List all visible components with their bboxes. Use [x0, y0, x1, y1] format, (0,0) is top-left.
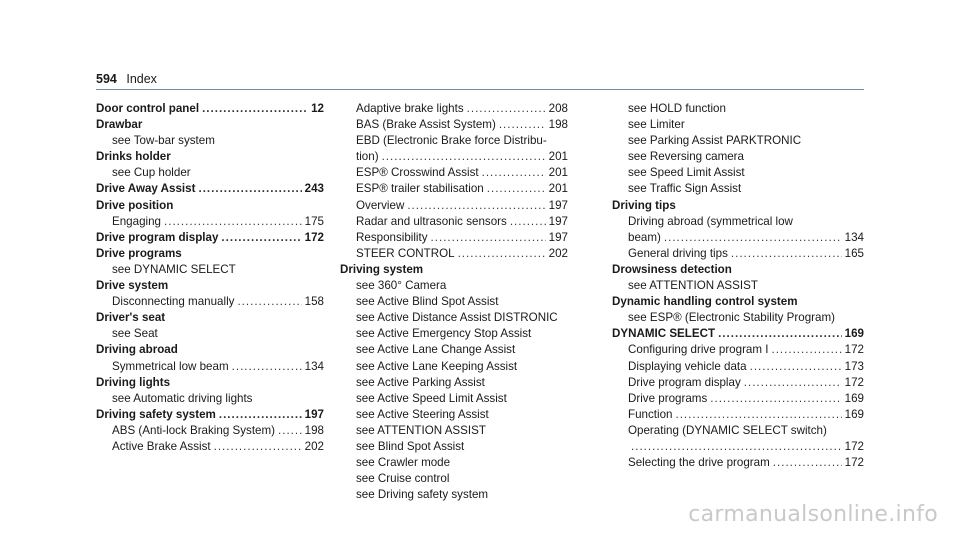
page-reference: 175 — [304, 214, 324, 228]
dot-leader — [718, 326, 842, 342]
index-subentry — [612, 278, 864, 294]
index-subentry — [340, 214, 568, 230]
entry-text: Drive program display — [96, 230, 219, 244]
entry-text: Drowsiness detection — [612, 262, 732, 276]
entry-text: see ATTENTION ASSIST — [628, 279, 758, 293]
index-subentry — [340, 342, 568, 358]
index-subentry — [612, 133, 864, 149]
entry-text: see Active Steering Assist — [356, 407, 489, 421]
index-subentry — [612, 310, 864, 326]
dot-leader — [382, 149, 546, 165]
index-subentry — [612, 359, 864, 375]
dot-leader — [407, 198, 545, 214]
entry-text: see Blind Spot Assist — [356, 439, 465, 453]
index-heading — [96, 117, 324, 133]
index-subentry — [340, 423, 568, 439]
entry-text: EBD (Electronic Brake force Distribu- — [356, 134, 547, 148]
entry-text: DYNAMIC SELECT — [612, 327, 716, 341]
index-subentry — [96, 294, 324, 310]
dot-leader — [631, 439, 842, 455]
dot-leader — [773, 455, 842, 471]
entry-text: ESP® trailer stabilisation — [356, 182, 484, 196]
index-subentry — [612, 214, 864, 230]
page-reference: 169 — [844, 327, 864, 341]
index-subentry — [340, 487, 568, 503]
page-reference: 173 — [844, 359, 864, 373]
entry-text: see Active Blind Spot Assist — [356, 295, 499, 309]
page-reference: 201 — [548, 166, 568, 180]
dot-leader — [221, 230, 301, 246]
index-subentry — [340, 439, 568, 455]
index-subentry — [340, 181, 568, 197]
index-heading — [96, 101, 324, 117]
page-reference: 134 — [304, 359, 324, 373]
page-reference: 158 — [304, 295, 324, 309]
entry-text: see HOLD function — [628, 102, 726, 115]
page-header — [96, 72, 157, 86]
entry-text: Responsibility — [356, 230, 428, 244]
index-subentry — [340, 149, 568, 165]
entry-text: Symmetrical low beam — [112, 359, 229, 373]
dot-leader — [278, 423, 302, 439]
index-subentry — [340, 455, 568, 471]
index-subentry — [340, 294, 568, 310]
dot-leader — [164, 214, 302, 230]
entry-text: see Active Parking Assist — [356, 375, 485, 389]
dot-leader — [499, 117, 546, 133]
index-heading — [96, 181, 324, 197]
index-subentry — [96, 165, 324, 181]
entry-text: Driving tips — [612, 198, 676, 212]
index-heading — [96, 407, 324, 423]
index-column-1 — [96, 101, 324, 455]
dot-leader — [771, 342, 841, 358]
index-subentry — [612, 423, 864, 439]
page-reference: 201 — [548, 182, 568, 196]
index-subentry — [612, 375, 864, 391]
index-subentry — [612, 149, 864, 165]
entry-text: Driving lights — [96, 375, 171, 389]
entry-text: Drawbar — [96, 118, 143, 132]
entry-text: see Seat — [112, 327, 158, 341]
entry-text: tion) — [356, 150, 379, 164]
entry-text: ABS (Anti-lock Braking System) — [112, 423, 276, 437]
dot-leader — [458, 246, 546, 262]
entry-text: Driving abroad (symmetrical low — [628, 214, 793, 228]
index-subentry — [96, 133, 324, 149]
index-subentry — [612, 391, 864, 407]
entry-text: Configuring drive program I — [628, 343, 769, 357]
index-subentry — [96, 423, 324, 439]
entry-text: see Active Speed Limit Assist — [356, 391, 507, 405]
entry-text: Operating (DYNAMIC SELECT switch) — [628, 423, 827, 437]
entry-text: beam) — [628, 230, 661, 244]
entry-text: ESP® Crosswind Assist — [356, 166, 479, 180]
index-subentry — [612, 165, 864, 181]
entry-text: see ESP® (Electronic Stability Program) — [628, 311, 835, 325]
entry-text: Active Brake Assist — [112, 439, 211, 453]
entry-text: Drive Away Assist — [96, 182, 196, 196]
page-reference: 198 — [548, 118, 568, 132]
dot-leader — [214, 439, 302, 455]
entry-text: see Crawler mode — [356, 456, 451, 470]
index-heading — [96, 375, 324, 391]
entry-text: see Reversing camera — [628, 150, 744, 164]
entry-text: see Active Lane Keeping Assist — [356, 359, 518, 373]
page-reference: 169 — [844, 407, 864, 421]
index-subentry — [96, 391, 324, 407]
entry-text: see Tow-bar system — [112, 134, 215, 148]
dot-leader — [202, 101, 308, 117]
dot-leader — [482, 165, 546, 181]
page-reference: 169 — [844, 391, 864, 405]
index-subentry — [340, 198, 568, 214]
entry-text: Disconnecting manually — [112, 295, 235, 309]
page-reference: 197 — [304, 407, 324, 421]
index-heading — [96, 230, 324, 246]
index-heading — [96, 198, 324, 214]
dot-leader — [664, 230, 842, 246]
entry-text: Drive programs — [96, 246, 182, 260]
entry-text: Function — [628, 407, 673, 421]
page-number: 594 — [96, 72, 117, 86]
index-subentry — [96, 262, 324, 278]
entry-text: see Automatic driving lights — [112, 391, 253, 405]
page-reference: 172 — [304, 230, 324, 244]
index-subentry — [340, 471, 568, 487]
page-reference: 197 — [548, 214, 568, 228]
index-subentry — [340, 133, 568, 149]
index-heading — [612, 326, 864, 342]
index-subentry — [612, 181, 864, 197]
entry-text: see Active Lane Change Assist — [356, 343, 516, 357]
index-heading — [96, 278, 324, 294]
page-reference: 12 — [311, 102, 324, 115]
index-column-3 — [612, 101, 864, 471]
index-column-2 — [340, 101, 568, 503]
entry-text: Engaging — [112, 214, 161, 228]
dot-leader — [744, 375, 842, 391]
index-subentry — [96, 214, 324, 230]
entry-text: see Traffic Sign Assist — [628, 182, 742, 196]
entry-text: Adaptive brake lights — [356, 102, 464, 115]
dot-leader — [675, 407, 841, 423]
index-subentry — [612, 455, 864, 471]
entry-text: see ATTENTION ASSIST — [356, 423, 486, 437]
entry-text: Selecting the drive program — [628, 456, 770, 470]
entry-text: Driving safety system — [96, 407, 216, 421]
entry-text: BAS (Brake Assist System) — [356, 118, 496, 132]
index-subentry — [612, 246, 864, 262]
dot-leader — [237, 294, 301, 310]
index-subentry — [612, 342, 864, 358]
dot-leader — [431, 230, 546, 246]
entry-text: see 360° Camera — [356, 279, 447, 293]
page-reference: 134 — [844, 230, 864, 244]
index-subentry — [612, 230, 864, 246]
entry-text: see Driving safety system — [356, 488, 489, 502]
page-reference: 172 — [844, 439, 864, 453]
index-heading — [612, 294, 864, 310]
index-subentry — [340, 375, 568, 391]
page-reference: 172 — [844, 343, 864, 357]
entry-text: see Parking Assist PARKTRONIC — [628, 134, 802, 148]
index-subentry — [96, 439, 324, 455]
entry-text: Drive programs — [628, 391, 708, 405]
index-heading — [96, 246, 324, 262]
entry-text: Radar and ultrasonic sensors — [356, 214, 507, 228]
page-reference: 172 — [844, 375, 864, 389]
page-reference: 243 — [304, 182, 324, 196]
entry-text: Overview — [356, 198, 405, 212]
index-subentry — [612, 439, 864, 455]
entry-text: Drive position — [96, 198, 174, 212]
page-reference: 202 — [304, 439, 324, 453]
page-reference: 197 — [548, 230, 568, 244]
dot-leader — [467, 101, 546, 117]
entry-text: see DYNAMIC SELECT — [112, 262, 236, 276]
index-subentry — [612, 101, 864, 117]
index-subentry — [96, 326, 324, 342]
page-reference: 172 — [844, 456, 864, 470]
index-subentry — [340, 117, 568, 133]
header-rule — [96, 89, 864, 90]
index-subentry — [340, 101, 568, 117]
entry-text: see Active Distance Assist DISTRONIC — [356, 311, 558, 325]
dot-leader — [487, 181, 546, 197]
index-subentry — [340, 246, 568, 262]
index-subentry — [340, 407, 568, 423]
index-subentry — [340, 359, 568, 375]
page-reference: 165 — [844, 246, 864, 260]
page-reference: 202 — [548, 246, 568, 260]
watermark: carmanualsonline.info — [688, 502, 938, 527]
page-reference: 198 — [304, 423, 324, 437]
entry-text: see Cruise control — [356, 472, 450, 486]
index-subentry — [340, 165, 568, 181]
page-reference: 201 — [548, 150, 568, 164]
index-subentry — [612, 407, 864, 423]
entry-text: Displaying vehicle data — [628, 359, 747, 373]
section-title: Index — [126, 72, 157, 86]
entry-text: Driving abroad — [96, 343, 178, 357]
index-heading — [340, 262, 568, 278]
dot-leader — [198, 181, 301, 197]
entry-text: Dynamic handling control system — [612, 295, 798, 309]
index-subentry — [340, 310, 568, 326]
index-heading — [96, 310, 324, 326]
page-reference: 197 — [548, 198, 568, 212]
entry-text: Door control panel — [96, 102, 200, 115]
index-subentry — [340, 278, 568, 294]
index-heading — [612, 262, 864, 278]
entry-text: STEER CONTROL — [356, 246, 455, 260]
entry-text: Drinks holder — [96, 150, 171, 164]
entry-text: see Active Emergency Stop Assist — [356, 327, 532, 341]
entry-text: Drive program display — [628, 375, 741, 389]
dot-leader — [750, 359, 842, 375]
entry-text: General driving tips — [628, 246, 728, 260]
entry-text: Driver's seat — [96, 311, 166, 325]
entry-text: see Cup holder — [112, 166, 191, 180]
entry-text: see Limiter — [628, 118, 685, 132]
dot-leader — [710, 391, 841, 407]
index-subentry — [340, 230, 568, 246]
index-subentry — [612, 117, 864, 133]
index-subentry — [96, 359, 324, 375]
dot-leader — [219, 407, 302, 423]
dot-leader — [232, 359, 302, 375]
dot-leader — [731, 246, 842, 262]
index-subentry — [340, 326, 568, 342]
index-heading — [96, 149, 324, 165]
index-heading — [612, 198, 864, 214]
index-heading — [96, 342, 324, 358]
page-reference: 208 — [548, 102, 568, 115]
entry-text: Driving system — [340, 262, 424, 276]
entry-text: see Speed Limit Assist — [628, 166, 745, 180]
entry-text: Drive system — [96, 279, 169, 293]
dot-leader — [510, 214, 546, 230]
index-subentry — [340, 391, 568, 407]
